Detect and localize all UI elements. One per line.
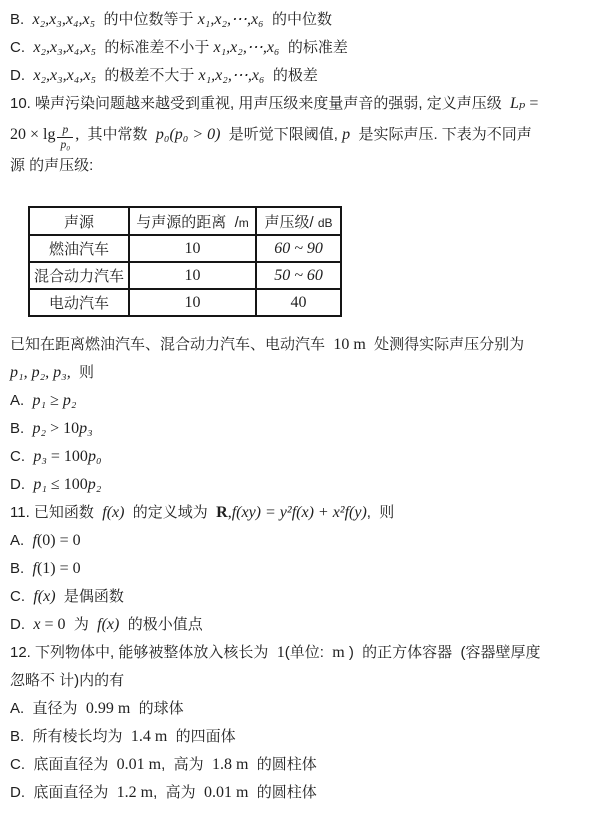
text-run: B. 所有棱长均为 xyxy=(10,728,131,745)
math-run: f(xy) = y²f(x) + x²f(y) xyxy=(231,504,367,521)
text-run: , 高为 xyxy=(153,784,204,801)
text-run: 是偶函数 xyxy=(55,588,124,605)
text-run: 10. 噪声污染问题越来越受到重视, 用声压级来度量声音的强弱, 定义声压级 xyxy=(10,95,511,112)
math-run: 0.01 m xyxy=(203,784,249,801)
math-run: ≥ xyxy=(46,392,63,409)
text-run: B. xyxy=(10,420,33,437)
text-run: C. 底面直径为 xyxy=(10,756,117,773)
text-run: D. 底面直径为 xyxy=(10,784,117,801)
math-run: x₁,x₂,⋯,x₆ xyxy=(198,67,265,84)
text-run: B. xyxy=(10,11,33,28)
math-run: p₂ xyxy=(62,392,77,409)
math-run: f xyxy=(32,560,37,577)
math-run: 10 xyxy=(184,293,201,311)
math-run: = 0 xyxy=(40,616,66,633)
q12-stem-line2 xyxy=(10,667,611,695)
q12-option-c xyxy=(10,751,611,779)
q12-option-d xyxy=(10,779,611,807)
text-run: 声压级/ xyxy=(264,213,318,231)
q10-stem-line2 xyxy=(10,118,611,152)
text-run: 的极差 xyxy=(264,67,318,84)
math-run: = xyxy=(525,95,539,112)
q12-stem-line1 xyxy=(10,639,611,667)
text-run: 的圆柱体 xyxy=(248,756,317,773)
table-row xyxy=(29,235,341,262)
math-run: 1.4 m xyxy=(130,728,168,745)
text-run: 的极小值点 xyxy=(119,616,203,633)
math-run: (0) = 0 xyxy=(36,532,81,549)
fraction-denominator: p₀ xyxy=(57,137,73,152)
math-run: f(x) xyxy=(97,616,120,633)
table-cell xyxy=(256,262,341,289)
text-run: 12. 下列物体中, 能够被整体放入核长为 xyxy=(10,644,277,661)
q10-option-a xyxy=(10,387,611,415)
text-run: 11. 已知函数 xyxy=(10,504,103,521)
math-run: ≤ 100 xyxy=(46,476,88,493)
table-cell xyxy=(29,262,129,289)
math-run: p₀(p₀ > 0) xyxy=(155,126,221,143)
text-run: 是实际声压. 下表为不同声 xyxy=(350,126,532,143)
text-run: 则 xyxy=(70,364,95,381)
text-run: 的标准差不小于 xyxy=(96,39,214,56)
math-run: 0.99 m xyxy=(85,700,131,717)
math-run: = 100 xyxy=(46,448,88,465)
math-run: p₁ xyxy=(33,476,47,493)
text-run: dB xyxy=(317,215,333,230)
text-run: A. xyxy=(10,532,33,549)
math-run: 10 xyxy=(184,266,201,284)
math-run: 1.8 m xyxy=(211,756,249,773)
text-run: 的四面体 xyxy=(167,728,236,745)
text-run: 的标准差 xyxy=(279,39,348,56)
text-run: 处测得实际声压分别为 xyxy=(365,336,525,353)
math-run: x₂,x₃,x₄,x₅ xyxy=(32,11,96,28)
math-run: > 10 xyxy=(46,420,80,437)
math-run: f(x) xyxy=(33,588,56,605)
math-run: x₂,x₃,x₄,x₅ xyxy=(33,39,96,56)
table-cell xyxy=(256,235,341,262)
q10-stem-line4 xyxy=(10,331,611,359)
text-run: 电动汽车 xyxy=(49,295,110,312)
text-run: m xyxy=(238,215,249,230)
text-run: 的极差不大于 xyxy=(96,67,199,84)
q10-option-c xyxy=(10,443,611,471)
text-run: 的定义域为 xyxy=(124,504,217,521)
math-run: p₁ xyxy=(32,392,47,409)
text-run: 为 xyxy=(65,616,98,633)
math-run: R xyxy=(216,504,228,521)
text-run: C. xyxy=(10,448,34,465)
math-run: f(x) xyxy=(102,504,125,521)
math-run: 0.01 m xyxy=(116,756,162,773)
table-header-cell xyxy=(256,207,341,235)
document-body xyxy=(10,6,611,807)
math-run: 50 ~ 60 xyxy=(274,266,323,284)
table-row xyxy=(29,262,341,289)
text-run: ) 的正方体容器 (容器壁厚度 xyxy=(344,644,541,661)
text-run: B. xyxy=(10,560,33,577)
text-run: 其中常数 xyxy=(79,126,156,143)
math-run: 10 m xyxy=(333,336,366,353)
q11-option-c xyxy=(10,583,611,611)
q11-stem xyxy=(10,499,611,527)
math-run: 40 xyxy=(290,293,307,311)
text-run: 的中位数等于 xyxy=(95,11,198,28)
table-header-cell xyxy=(29,207,129,235)
q9-option-d xyxy=(10,62,611,90)
text-run: 已知在距离燃油汽车、混合动力汽车、电动汽车 xyxy=(10,336,334,353)
text-run: 的圆柱体 xyxy=(248,784,317,801)
table-cell xyxy=(129,262,256,289)
q9-option-c xyxy=(10,34,611,62)
math-run: m xyxy=(332,644,345,661)
math-run: f xyxy=(32,532,37,549)
math-run: p₂ xyxy=(32,420,47,437)
math-run: x xyxy=(33,616,41,633)
text-run: , 高为 xyxy=(161,756,212,773)
q9-option-b xyxy=(10,6,611,34)
q11-option-d xyxy=(10,611,611,639)
q12-option-b xyxy=(10,723,611,751)
text-run: 的球体 xyxy=(130,700,184,717)
text-run: , 则 xyxy=(366,504,395,521)
table-cell xyxy=(256,289,341,316)
math-run: p₃ xyxy=(33,448,47,465)
table-cell xyxy=(29,235,129,262)
text-run: 是听觉下限阈值, xyxy=(220,126,343,143)
text-run: 源 的声压级: xyxy=(10,157,94,174)
text-run: C. xyxy=(10,588,34,605)
table-row xyxy=(29,289,341,316)
text-run: A. xyxy=(10,392,33,409)
math-run: p xyxy=(342,126,351,143)
math-run: p₃ xyxy=(79,420,93,437)
q10-stem-line1 xyxy=(10,90,611,118)
table-header-cell xyxy=(129,207,256,235)
text-run: A. 直径为 xyxy=(10,700,86,717)
q10-option-d xyxy=(10,471,611,499)
math-run: (1) = 0 xyxy=(36,560,81,577)
q11-option-a xyxy=(10,527,611,555)
text-run: D. xyxy=(10,476,34,493)
math-run: x₁,x₂,⋯,x₆ xyxy=(197,11,264,28)
text-run: 燃油汽车 xyxy=(49,241,110,258)
text-run: 声源 xyxy=(64,213,95,231)
q12-option-a xyxy=(10,695,611,723)
math-run: Lₚ xyxy=(510,95,526,112)
q10-stem-line5 xyxy=(10,359,611,387)
table-cell xyxy=(129,289,256,316)
q10-option-b xyxy=(10,415,611,443)
text-run: 的中位数 xyxy=(263,11,333,28)
math-run: x₁,x₂,⋯,x₆ xyxy=(213,39,280,56)
math-run: 10 xyxy=(184,239,201,257)
text-run: D. xyxy=(10,67,34,84)
text-run: (单位: xyxy=(284,644,333,661)
text-run: 忽略不 计)内的有 xyxy=(10,672,125,689)
text-run: 混合动力汽车 xyxy=(34,268,125,285)
q11-option-b xyxy=(10,555,611,583)
q10-stem-line3 xyxy=(10,152,611,180)
fraction-numerator: p xyxy=(62,123,69,136)
math-run: 1.2 m xyxy=(116,784,154,801)
math-run: p₀ xyxy=(87,448,102,465)
math-run: 20 × lg xyxy=(10,126,56,143)
table-header-row xyxy=(29,207,341,235)
math-run: 1 xyxy=(276,644,285,661)
math-run: p₁, p₂, p₃, xyxy=(10,364,71,381)
math-run: , xyxy=(75,126,80,143)
text-run: 与声源的距离 / xyxy=(136,213,239,231)
math-run: x₂,x₃,x₄,x₅ xyxy=(33,67,96,84)
math-run: 60 ~ 90 xyxy=(274,239,323,257)
sound-pressure-table xyxy=(28,206,342,317)
text-run: C. xyxy=(10,39,34,56)
table-cell xyxy=(129,235,256,262)
table-cell xyxy=(29,289,129,316)
fraction xyxy=(57,125,73,152)
math-run: , xyxy=(227,504,232,521)
text-run: D. xyxy=(10,616,34,633)
math-run: p₂ xyxy=(87,476,102,493)
